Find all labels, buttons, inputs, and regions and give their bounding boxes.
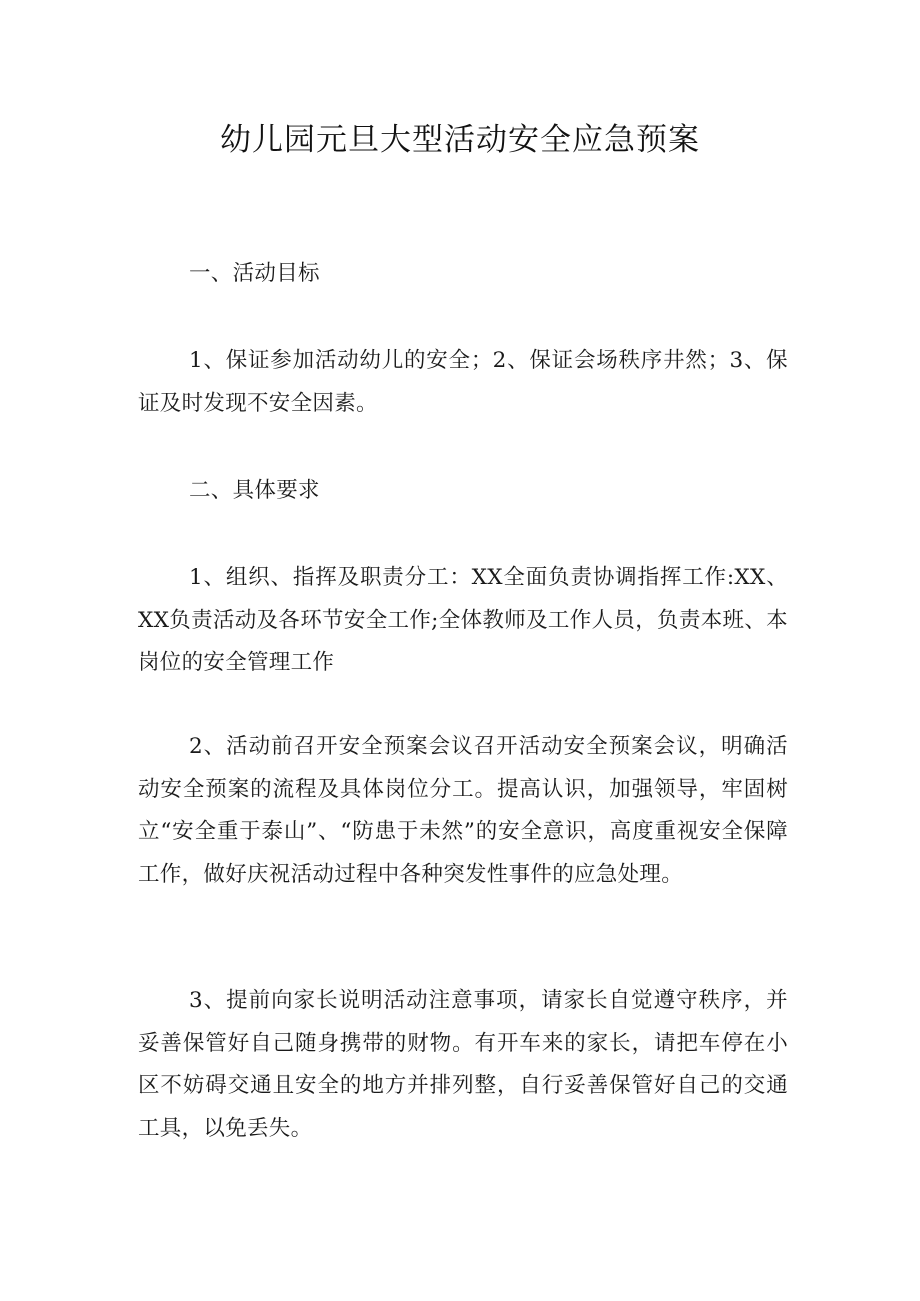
document-title: 幼儿园元旦大型活动安全应急预案 (220, 122, 700, 158)
section-heading-goals: 一、活动目标 (189, 261, 320, 286)
paragraph-goals: 1、保证参加活动幼儿的安全；2、保证会场秩序井然；3、保证及时发现不安全因素。 (138, 348, 788, 416)
section-heading-requirements: 二、具体要求 (189, 478, 320, 503)
paragraph-requirement-2: 2、活动前召开安全预案会议召开活动安全预案会议，明确活动安全预案的流程及具体岗位分工。提高认识，加强领导，牢固树立“安全重于泰山”、“防患于未然”的安全意识，高度重视安全保障工作，做好庆祝活动过程中各种突发性事件的应急处理。 (138, 734, 788, 887)
paragraph-requirement-3: 3、提前向家长说明活动注意事项，请家长自觉遵守秩序，并妥善保管好自己随身携带的财物。有开车来的家长，请把车停在小区不妨碍交通且安全的地方并排列整，自行妥善保管好自己的交通工具，以免丢失。 (138, 988, 788, 1141)
paragraph-requirement-1: 1、组织、指挥及职责分工：XX全面负责协调指挥工作:XX、XX负责活动及各环节安全工作;全体教师及工作人员，负责本班、本岗位的安全管理工作 (138, 565, 788, 675)
